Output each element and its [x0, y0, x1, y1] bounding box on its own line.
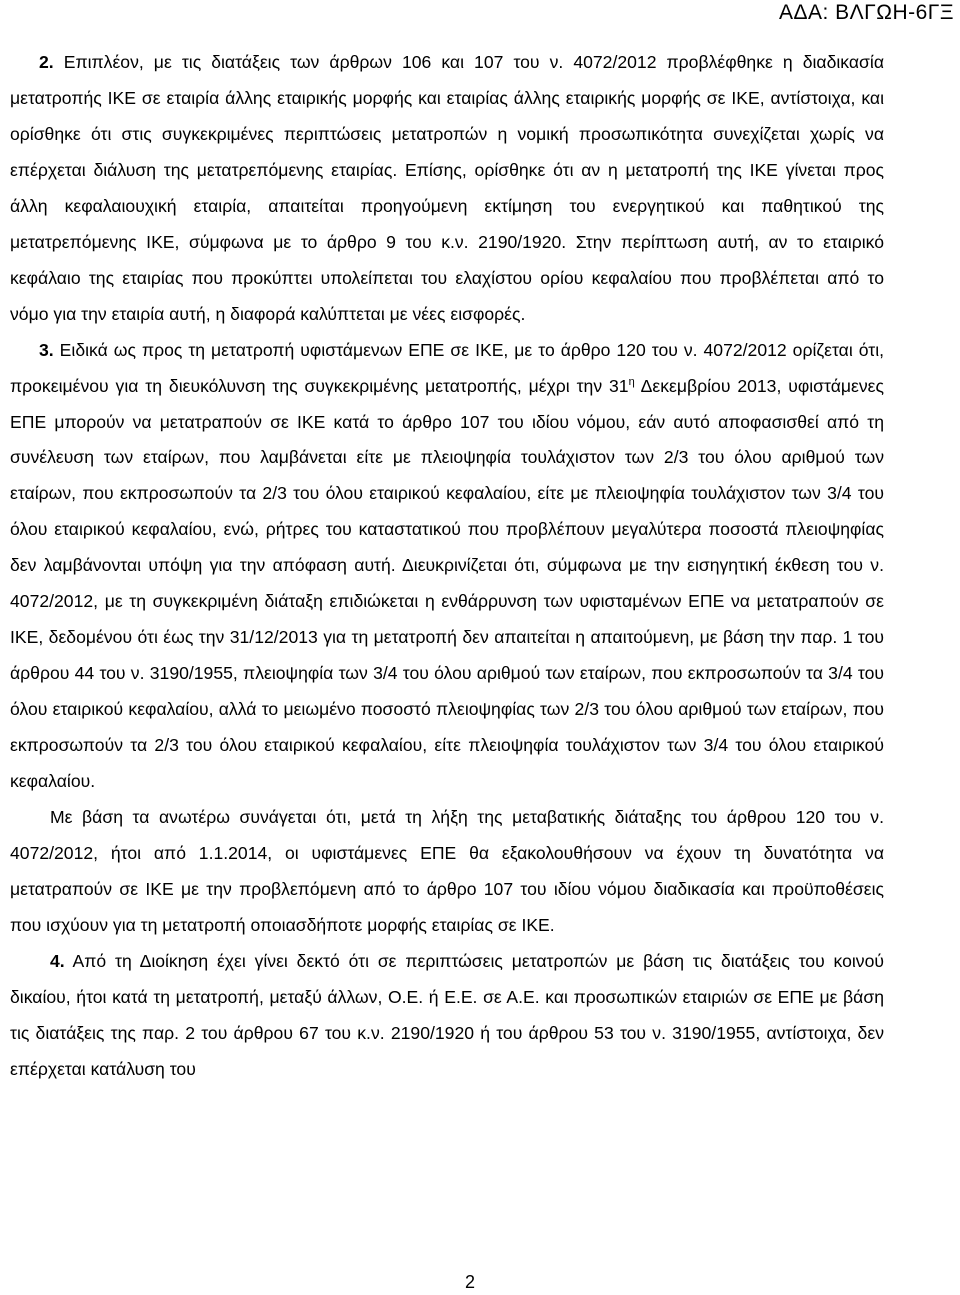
- paragraph-text: Από τη Διοίκηση έχει γίνει δεκτό ότι σε περιπτώσεις μετατροπών με βάση τις διατάξεις του κοινού δικαίου, ήτοι κατά τη μετατροπή, μεταξύ άλλων, Ο.Ε. ή Ε.Ε. σε Α.Ε. και προσωπικών εταιριών σε ΕΠΕ με βάση τις διατάξεις της παρ. 2 του άρθρου 67 του κ.ν. 2190/1920 ή του άρθρου 53 του ν. 3190/1955, αντίστοιχα, δεν επέρχεται κατάλυση του: [10, 950, 884, 1079]
- page-number: 2: [464, 1272, 475, 1292]
- document-body: [10, 45, 884, 1088]
- paragraph-number: 3.: [39, 339, 54, 360]
- paragraph-text: Ειδικά ως προς τη μετατροπή υφιστάμενων ΕΠΕ σε ΙΚΕ, με το άρθρο 120 του ν. 4072/2012 ορίζεται ότι, προκειμένου για τη διευκόλυνση της συγκεκριμένης μετατροπής, μέχρι την 31: [10, 339, 884, 396]
- paragraph-3: [10, 333, 884, 800]
- paragraph-number: 4.: [50, 950, 65, 971]
- paragraph-2: [10, 45, 884, 333]
- ada-code: ΑΔΑ: ΒΛΓΩΗ-6ΓΞ: [778, 1, 954, 24]
- ordinal-superscript: η: [628, 375, 635, 388]
- paragraph-4: [10, 944, 884, 1088]
- paragraph-text: Με βάση τα ανωτέρω συνάγεται ότι, μετά τη λήξη της μεταβατικής διάταξης του άρθρου 120 του ν. 4072/2012, ήτοι από 1.1.2014, οι υφιστάμενες ΕΠΕ θα εξακολουθήσουν να έχουν τη δυνατότητα να μετατραπούν σε ΙΚΕ με την προβλεπόμενη από το άρθρο 107 του ιδίου νόμου διαδικασία και προϋποθέσεις που ισχύουν για τη μετατροπή οποιασδήποτε μορφής εταιρίας σε ΙΚΕ.: [10, 807, 884, 935]
- paragraph-text-continued: Δεκεμβρίου 2013, υφιστάμενες ΕΠΕ μπορούν να μετατραπούν σε ΙΚΕ κατά το άρθρο 107 του ιδίου νόμου, εάν αυτό αποφασισθεί από τη συνέλευση των εταίρων, που λαμβάνεται είτε με πλειοψηφία τουλάχιστον των 2/3 του όλου αριθμού των εταίρων, που εκπροσωπούν τα 2/3 του όλου εταιρικού κεφαλαίου, είτε με πλειοψηφία τουλάχιστον των 3/4 του όλου εταιρικού κεφαλαίου, ενώ, ρήτρες του καταστατικού που προβλέπουν μεγαλύτερα ποσοστά πλειοψηφίας δεν λαμβάνονται υπόψη για την απόφαση αυτή. Διευκρινίζεται ότι, σύμφωνα με την εισηγητική έκθεση του ν. 4072/2012, με τη συγκεκριμένη διάταξη επιδιώκεται η ενθάρρυνση των υφισταμένων ΕΠΕ να μετατραπούν σε ΙΚΕ, δεδομένου ότι έως την 31/12/2013 για τη μετατροπή δεν απαιτείται η απαιτούμενη, με βάση την παρ. 1 του άρθρου 44 του ν. 3190/1955, πλειοψηφία των 3/4 του όλου αριθμού των εταίρων, που εκπροσωπούν τα 3/4 του όλου εταιρικού κεφαλαίου, αλλά το μειωμένο ποσοστό πλειοψηφίας των 2/3 του όλου αριθμού των εταίρων, που εκπροσωπούν τα 2/3 του όλου εταιρικού κεφαλαίου, είτε πλειοψηφία τουλάχιστον των 3/4 του όλου εταιρικού κεφαλαίου.: [10, 375, 884, 792]
- paragraph-3-conclusion: [10, 800, 884, 944]
- paragraph-number: 2.: [39, 52, 54, 72]
- paragraph-text: Επιπλέον, με τις διατάξεις των άρθρων 106 και 107 του ν. 4072/2012 προβλέφθηκε η διαδικασία μετατροπής ΙΚΕ σε εταιρία άλλης εταιρικής μορφής και εταιρίας άλλης εταιρικής μορφής σε ΙΚΕ, αντίστοιχα, και ορίσθηκε ότι στις συγκεκριμένες περιπτώσεις μετατροπών η νομική προσωπικότητα συνεχίζεται χωρίς να επέρχεται διάλυση της μετατρεπόμενης εταιρίας. Επίσης, ορίσθηκε ότι αν η μετατροπή της ΙΚΕ γίνεται προς άλλη κεφαλαιουχική εταιρία, απαιτείται προηγούμενη εκτίμηση του ενεργητικού και παθητικού της μετατρεπόμενης ΙΚΕ, σύμφωνα με το άρθρο 9 του κ.ν. 2190/1920. Στην περίπτωση αυτή, αν το εταιρικό κεφάλαιο της εταιρίας που προκύπτει υπολείπεται του ελαχίστου ορίου κεφαλαίου που προβλέπεται από το νόμο για την εταιρία αυτή, η διαφορά καλύπτεται με νέες εισφορές.: [10, 52, 884, 324]
